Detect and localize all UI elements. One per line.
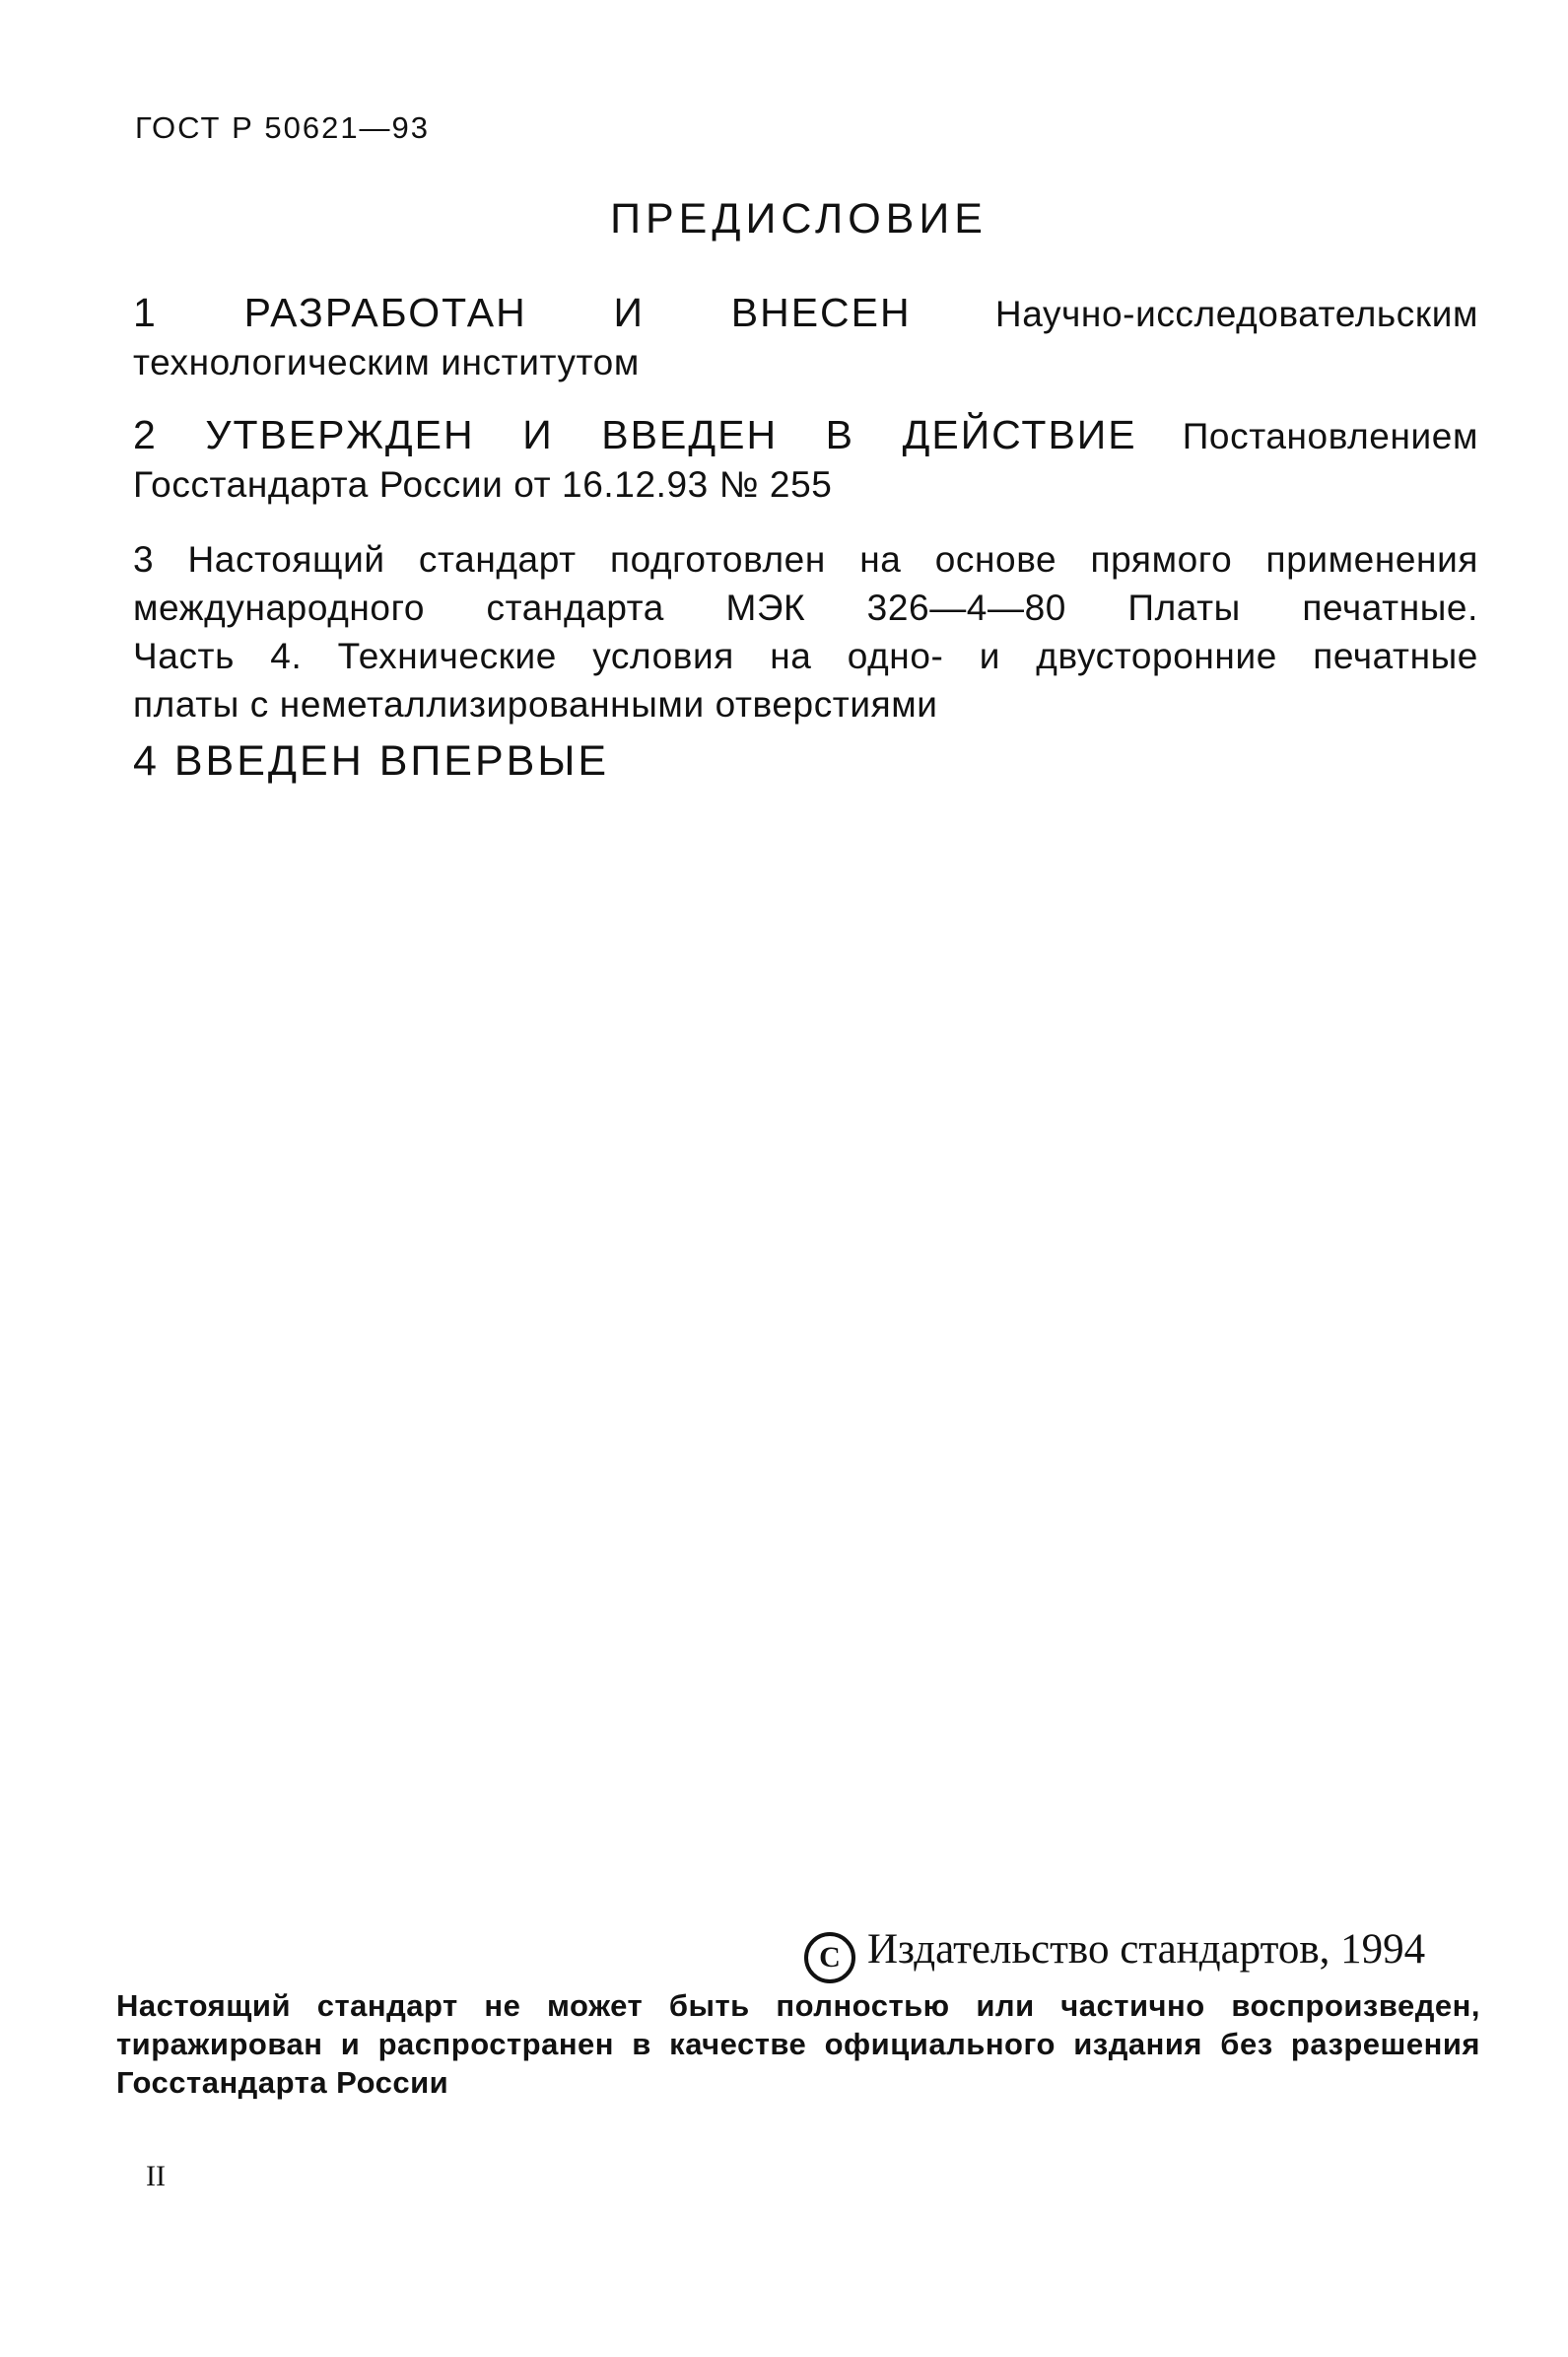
foreword-item-3 [133,535,1478,728]
reproduction-notice [116,1986,1480,2102]
foreword-item-4 [133,737,1478,787]
notice-line: Госстандарта России [116,2065,449,2100]
item-4-lead: 4 ВВЕДЕН ВПЕРВЫЕ [133,737,610,785]
item-3-line: Часть 4. Технические условия на одно- и двусторонние печатные [133,636,1478,676]
item-1-lead: 1 РАЗРАБОТАН И ВНЕСЕН [133,290,912,335]
foreword-item-2 [133,411,1478,509]
item-2-lead: 2 УТВЕРЖДЕН И ВВЕДЕН В ДЕЙСТВИЕ [133,412,1137,457]
item-3-line: международного стандарта МЭК 326—4—80 Платы печатные. [133,588,1478,628]
item-2-text: Постановлением Госстандарта России от 16.12.93 № 255 [133,416,1478,505]
foreword-item-1 [133,289,1478,386]
item-3-line: платы с неметаллизированными отверстиями [133,684,938,725]
notice-line: тиражирован и распространен в качестве официального издания без разрешения [116,2027,1480,2061]
item-1-text: Научно-исследовательским технологическим институтом [133,294,1478,382]
section-title: ПРЕДИСЛОВИЕ [610,195,988,243]
item-3-line: 3 Настоящий стандарт подготовлен на основе прямого применения [133,539,1478,580]
notice-line: Настоящий стандарт не может быть полностью или частично воспроизведен, [116,1988,1480,2023]
standard-code: ГОСТ Р 50621—93 [135,110,431,145]
page-number: II [146,2160,166,2192]
publisher-line [804,1925,1425,1983]
copyright-icon: C [804,1932,855,1983]
publisher-text: Издательство стандартов, 1994 [867,1926,1426,1973]
